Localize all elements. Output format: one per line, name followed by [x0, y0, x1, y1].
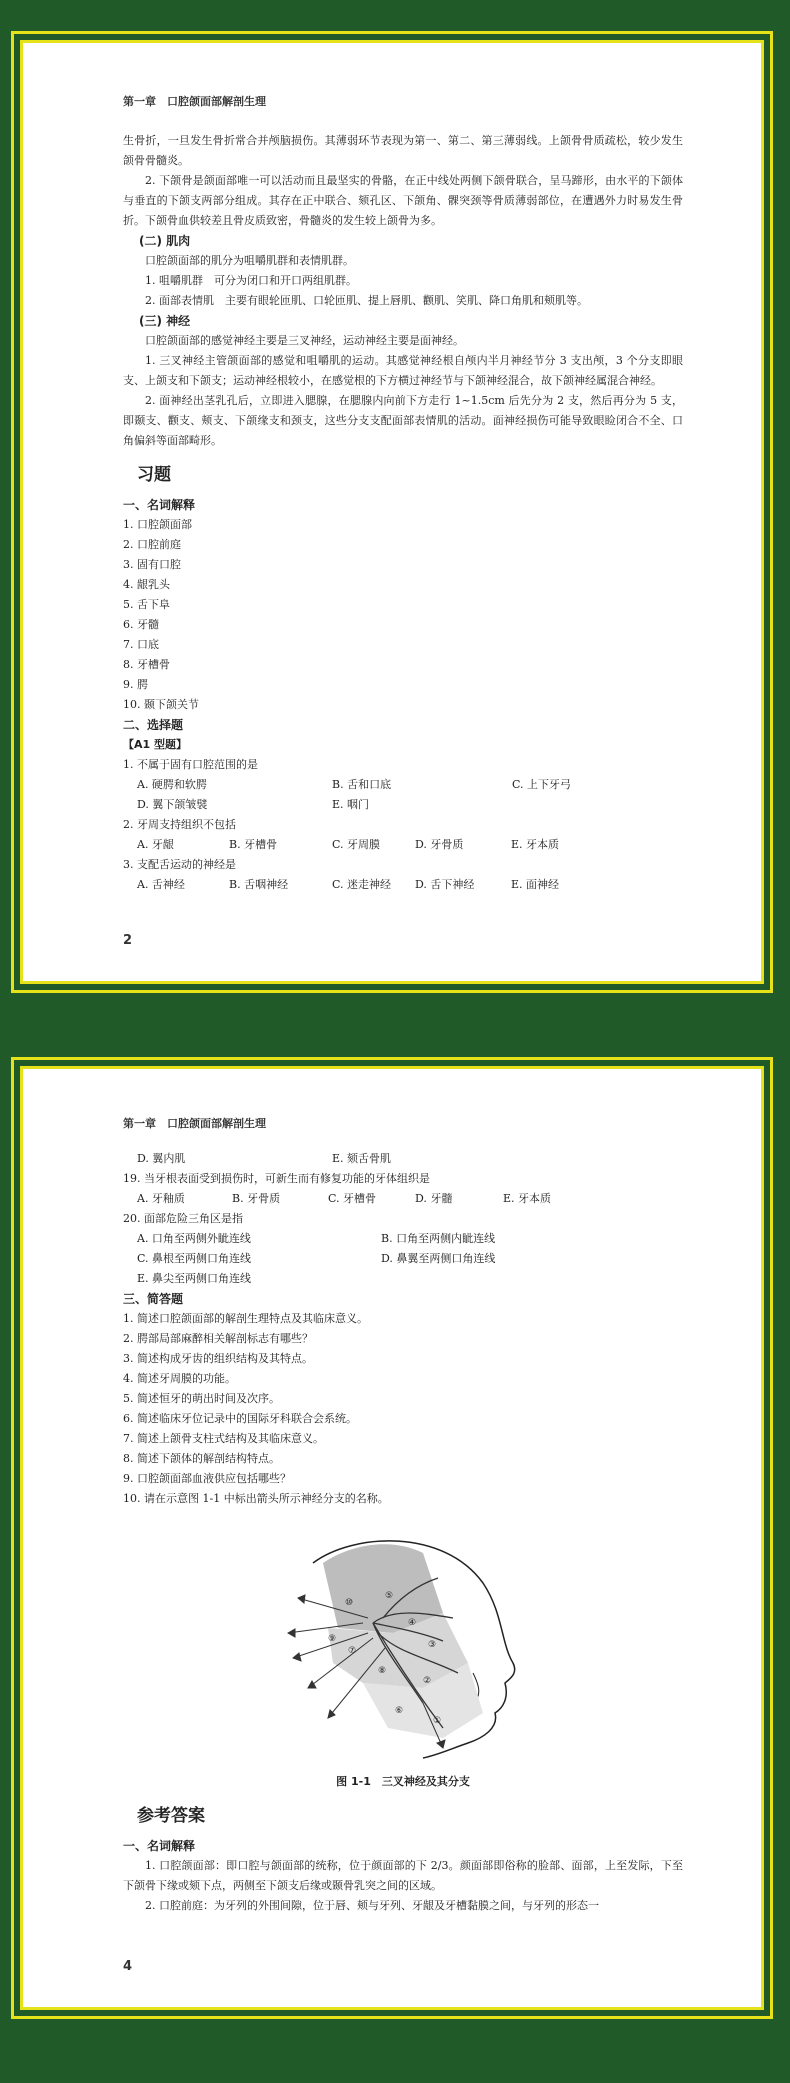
list-item: 8. 牙槽骨 [123, 658, 170, 671]
option: E. 颏舌骨肌 [332, 1152, 392, 1165]
list-item: 5. 舌下阜 [123, 598, 170, 611]
page-1-content [123, 131, 683, 895]
question: 2. 牙周支持组织不包括 [123, 818, 236, 831]
question: 3. 支配舌运动的神经是 [123, 858, 236, 871]
list-item: 9. 口腔颌面部血液供应包括哪些？ [123, 1472, 291, 1485]
figure-marker: ⑤ [385, 1591, 394, 1601]
options [123, 1189, 683, 1209]
paragraph: 1. 三叉神经主管颌面部的感觉和咀嚼肌的运动。其感觉神经根自颅内半月神经节分 3 支出颅，3 个分支即眼支、上颌支和下颌支；运动神经根较小，在感觉根的下方横过神经节与下颌神经混合，故下颌神经属混合神经。 [123, 354, 683, 387]
options [123, 795, 683, 815]
list-item: 2. 腭部局部麻醉相关解剖标志有哪些？ [123, 1332, 313, 1345]
paragraph: 2. 面神经出茎乳孔后，立即进入腮腺，在腮腺内向前下方走行 1~1.5cm 后先分为 2 支，然后再分为 5 支，即颞支、颧支、颊支、下颌缘支和颈支，这些分支支配面部表情肌的活动。面神经损伤可能导致眼睑闭合不全、口角偏斜等面部畸形。 [123, 394, 683, 447]
question: 19. 当牙根表面受到损伤时，可新生而有修复功能的牙体组织是 [123, 1172, 430, 1185]
part-title: 一、名词解释 [123, 498, 196, 512]
list-item: 10. 请在示意图 1-1 中标出箭头所示神经分支的名称。 [123, 1492, 389, 1505]
list-item: 1. 简述口腔颌面部的解剖生理特点及其临床意义。 [123, 1312, 368, 1325]
section-title-muscle: (二) 肌肉 [139, 234, 191, 248]
options [123, 1249, 683, 1269]
option: C. 迷走神经 [332, 878, 392, 891]
option: A. 舌神经 [137, 878, 185, 891]
page-number: 2 [123, 933, 133, 948]
figure-marker: ⑨ [328, 1634, 337, 1644]
options [123, 1229, 683, 1249]
option: A. 牙龈 [137, 838, 174, 851]
page-2-content [123, 1149, 683, 1916]
question: 20. 面部危险三角区是指 [123, 1212, 243, 1225]
option: B. 舌咽神经 [229, 878, 289, 891]
option: E. 咽门 [332, 798, 370, 811]
figure-marker: ④ [408, 1618, 417, 1628]
figure-marker: ② [423, 1676, 432, 1686]
exercise-title: 习题 [137, 465, 171, 485]
paragraph: 口腔颌面部的肌分为咀嚼肌群和表情肌群。 [145, 254, 354, 267]
page-header: 第一章 口腔颌面部解剖生理 [123, 1117, 266, 1130]
list-item: 9. 腭 [123, 678, 148, 691]
list-item: 7. 简述上颌骨支柱式结构及其临床意义。 [123, 1432, 324, 1445]
page-header: 第一章 口腔颌面部解剖生理 [123, 95, 266, 108]
term-list [123, 515, 683, 715]
option: D. 牙髓 [415, 1192, 453, 1205]
option: D. 牙骨质 [415, 838, 464, 851]
list-item: 4. 简述牙周膜的功能。 [123, 1372, 236, 1385]
figure-marker: ⑦ [348, 1646, 357, 1656]
paragraph: 2. 下颌骨是颌面部唯一可以活动而且最坚实的骨骼，在正中线处两侧下颌骨联合，呈马蹄形，由水平的下颌体与垂直的下颌支两部分组成。其存在正中联合、颏孔区、下颌角、髁突颈等骨质薄弱部位，在遭遇外力时易发生骨折。下颌骨血供较差且骨皮质致密，骨髓炎的发生较上颌骨为多。 [123, 174, 683, 227]
list-item: 2. 口腔前庭 [123, 538, 181, 551]
options [123, 1149, 683, 1169]
trigeminal-nerve-illustration [123, 1523, 683, 1761]
part-title: 二、选择题 [123, 718, 184, 732]
paragraph: 口腔颌面部的感觉神经主要是三叉神经，运动神经主要是面神经。 [145, 334, 464, 347]
list-item: 10. 颞下颌关节 [123, 698, 199, 711]
part-title: 三、简答题 [123, 1292, 184, 1306]
option: D. 翼下颌皱襞 [137, 798, 208, 811]
option: D. 翼内肌 [137, 1152, 186, 1165]
answers-title: 参考答案 [137, 1806, 205, 1826]
option: D. 舌下神经 [415, 878, 475, 891]
figure-marker: ③ [428, 1640, 437, 1650]
section-title-nerve: (三) 神经 [139, 314, 191, 328]
question: 1. 不属于固有口腔范围的是 [123, 758, 258, 771]
option: B. 牙槽骨 [229, 838, 278, 851]
page-1 [20, 40, 764, 984]
option: C. 鼻根至两侧口角连线 [137, 1252, 252, 1265]
option: A. 硬腭和软腭 [137, 778, 207, 791]
list-item: 6. 简述临床牙位记录中的国际牙科联合会系统。 [123, 1412, 357, 1425]
list-item: 5. 简述恒牙的萌出时间及次序。 [123, 1392, 280, 1405]
options [123, 835, 683, 855]
option: B. 牙骨质 [232, 1192, 281, 1205]
option: C. 上下牙弓 [512, 778, 572, 791]
paragraph: 2. 面部表情肌 主要有眼轮匝肌、口轮匝肌、提上唇肌、颧肌、笑肌、降口角肌和颊肌等。 [145, 294, 588, 307]
list-item: 3. 简述构成牙齿的组织结构及其特点。 [123, 1352, 313, 1365]
option: C. 牙周膜 [332, 838, 381, 851]
page-2 [20, 1066, 764, 2010]
option: A. 口角至两侧外眦连线 [137, 1232, 251, 1245]
options [123, 1269, 683, 1289]
option: B. 舌和口底 [332, 778, 392, 791]
option: E. 鼻尖至两侧口角连线 [137, 1272, 252, 1285]
option: A. 牙釉质 [137, 1192, 185, 1205]
option: E. 面神经 [511, 878, 560, 891]
options [123, 875, 683, 895]
figure-marker: ⑧ [378, 1666, 387, 1676]
option: E. 牙本质 [503, 1192, 552, 1205]
part-title: 一、名词解释 [123, 1839, 196, 1853]
option: D. 鼻翼至两侧口角连线 [381, 1252, 496, 1265]
page-number: 4 [123, 1959, 133, 1974]
options [123, 775, 683, 795]
paragraph: 1. 口腔颌面部：即口腔与颌面部的统称，位于颜面部的下 2/3。颜面部即俗称的脸部、面部，上至发际，下至下颌骨下缘或颏下点，两侧至下颌支后缘或颞骨乳突之间的区域。 [123, 1859, 683, 1892]
paragraph: 2. 口腔前庭：为牙列的外围间隙，位于唇、颊与牙列、牙龈及牙槽黏膜之间，与牙列的形态一 [145, 1899, 599, 1912]
paragraph: 1. 咀嚼肌群 可分为闭口和开口两组肌群。 [145, 274, 357, 287]
list-item: 6. 牙髓 [123, 618, 159, 631]
list-item: 7. 口底 [123, 638, 159, 651]
option: C. 牙槽骨 [328, 1192, 377, 1205]
figure-caption: 图 1-1 三叉神经及其分支 [336, 1775, 470, 1788]
short-question-list [123, 1309, 683, 1509]
list-item: 3. 固有口腔 [123, 558, 181, 571]
question-type-label: 【A1 型题】 [123, 738, 187, 751]
figure-marker: ⑩ [345, 1598, 354, 1608]
paragraph: 生骨折，一旦发生骨折常合并颅脑损伤。其薄弱环节表现为第一、第二、第三薄弱线。上颌骨骨质疏松，较少发生颌骨骨髓炎。 [123, 134, 683, 167]
list-item: 1. 口腔颌面部 [123, 518, 192, 531]
figure-trigeminal-nerve [123, 1523, 683, 1761]
figure-marker: ① [433, 1716, 442, 1726]
option: E. 牙本质 [511, 838, 560, 851]
list-item: 8. 简述下颌体的解剖结构特点。 [123, 1452, 280, 1465]
list-item: 4. 龈乳头 [123, 578, 170, 591]
option: B. 口角至两侧内眦连线 [381, 1232, 496, 1245]
figure-marker: ⑥ [395, 1706, 404, 1716]
